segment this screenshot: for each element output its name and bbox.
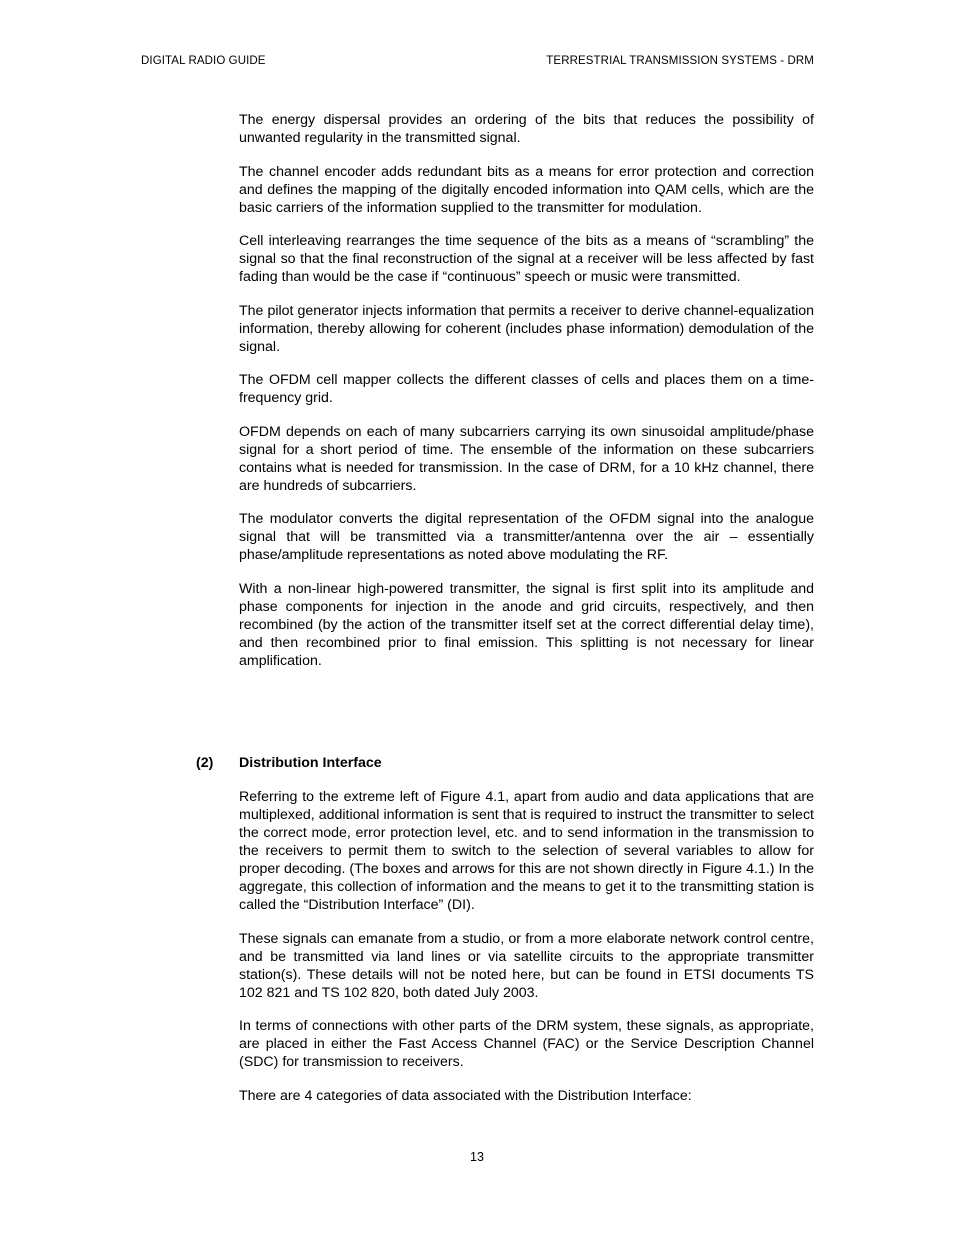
section-heading	[196, 754, 596, 772]
section-number: (2)	[196, 755, 214, 771]
paragraph-connections: In terms of connections with other parts of the DRM system, these signals, as appropriate, are placed in either the Fast Access Channel (FAC) or the Service Description Channel (SDC) for transmission to receivers.	[239, 1018, 814, 1070]
paragraph-channel-encoder: The channel encoder adds redundant bits as a means for error protection and correction and defines the mapping of the digitally encoded information into QAM cells, which are the basic carriers of the information supplied to the transmitter for modulation.	[239, 163, 814, 216]
paragraph-pilot-generator: The pilot generator injects information that permits a receiver to derive channel-equalization information, thereby allowing for coherent (includes phase information) demodulation of the signal.	[239, 302, 814, 355]
running-header-title: DIGITAL RADIO GUIDE	[141, 55, 266, 67]
paragraph-signal-origin: These signals can emanate from a studio, or from a more elaborate network control centre, and be transmitted via land lines or via satellite circuits to the appropriate transmitter station(s). These details will not be noted here, but can be found in ETSI documents TS 102 821 and TS 102 820, both dated July 2003.	[239, 930, 814, 1001]
paragraph-ofdm-cell-mapper: The OFDM cell mapper collects the different classes of cells and places them on a time-frequency grid.	[239, 372, 814, 406]
body-text-top	[239, 111, 814, 685]
running-header-section: TERRESTRIAL TRANSMISSION SYSTEMS - DRM	[546, 55, 814, 67]
body-text-section	[239, 788, 814, 1120]
paragraph-modulator: The modulator converts the digital representation of the OFDM signal into the analogue signal that will be transmitted via a transmitter/antenna over the air – essentially phase/amplitude representations as noted above modulating the RF.	[239, 511, 814, 563]
section-title: Distribution Interface	[239, 755, 382, 771]
paragraph-data-categories: There are 4 categories of data associated with the Distribution Interface:	[239, 1087, 692, 1104]
paragraph-energy-dispersal: The energy dispersal provides an ordering of the bits that reduces the possibility of unwanted regularity in the transmitted signal.	[239, 112, 814, 146]
page-number: 13	[470, 1150, 484, 1164]
paragraph-figure-reference: Referring to the extreme left of Figure 4.1, apart from audio and data applications that are multiplexed, additional information is sent that is required to instruct the transmitter to select the correct mode, error protection level, etc. and to send information in the transmission to the receivers to permit them to switch to the selection of several variables to allow for proper decoding. (The boxes and arrows for this are not shown directly in Figure 4.1.) In the aggregate, this collection of information and the means to get it to the transmitting station is called the “Distribution Interface” (DI).	[239, 789, 814, 913]
paragraph-ofdm-subcarriers: OFDM depends on each of many subcarriers carrying its own sinusoidal amplitude/phase signal for a short period of time. The ensemble of the information on these subcarriers contains what is needed for transmission. In the case of DRM, for a 10 kHz channel, there are hundreds of subcarriers.	[239, 423, 814, 494]
paragraph-cell-interleaving: Cell interleaving rearranges the time sequence of the bits as a means of “scrambling” the signal so that the final reconstruction of the signal at a receiver will be less affected by fast fading than would be the case if “continuous” speech or music were transmitted.	[239, 233, 814, 285]
paragraph-nonlinear-transmitter: With a non-linear high-powered transmitter, the signal is first split into its amplitude and phase components for injection in the anode and grid circuits, respectively, and then recombined (by the action of the transmitter itself set at the correct differential delay time), and then recombined prior to final emission. This splitting is not necessary for linear amplification.	[239, 580, 814, 669]
